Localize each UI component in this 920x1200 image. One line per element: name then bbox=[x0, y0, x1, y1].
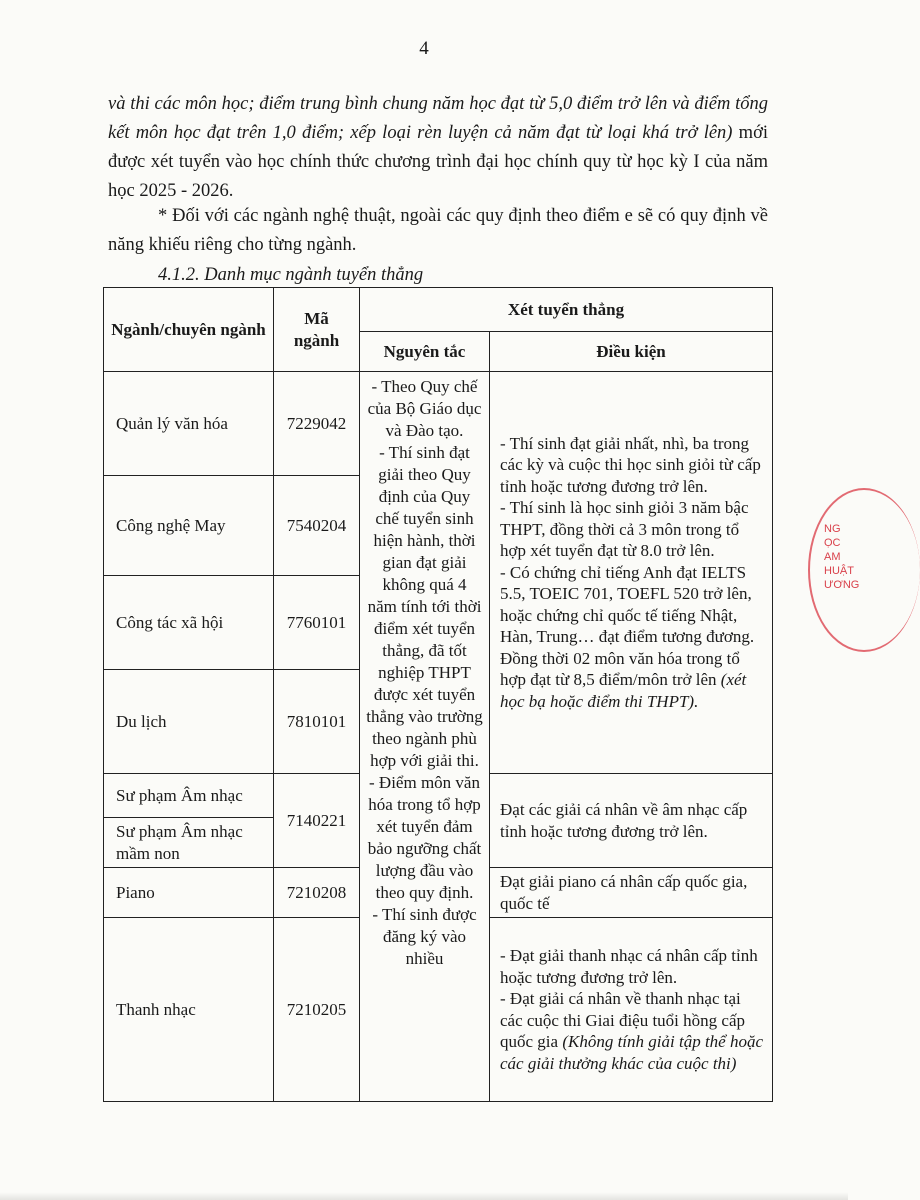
eligibility-italic-text: và thi các môn học; điểm trung bình chung năm học đạt từ 5,0 điểm trở lên và điểm tổng kết môn học đạt trên 1,0 điểm; xếp loại rèn luyện cả năm đạt từ loại khá trở lên) bbox=[108, 94, 768, 143]
header-admission: Xét tuyển thẳng bbox=[360, 288, 773, 332]
paragraph-eligibility bbox=[108, 90, 768, 206]
section-heading: 4.1.2. Danh mục ngành tuyển thẳng bbox=[158, 265, 424, 285]
seal-text: NG ỌC AM HUẬT ƯƠNG bbox=[824, 523, 860, 591]
major-cell: Sư phạm Âm nhạc mầm non bbox=[104, 818, 274, 868]
paragraph-arts-note: * Đối với các ngành nghệ thuật, ngoài các quy định theo điểm e sẽ có quy định về năng khiếu riêng cho từng ngành. bbox=[108, 206, 768, 255]
major-cell: Sư phạm Âm nhạc bbox=[104, 774, 274, 818]
code-cell: 7210205 bbox=[274, 918, 360, 1102]
condition-item-text: - Đạt giải cá nhân về thanh nhạc tại các cuộc thi Giai điệu tuổi hồng cấp quốc gia bbox=[500, 989, 745, 1051]
major-cell: Thanh nhạc bbox=[104, 918, 274, 1102]
condition-general-cell bbox=[490, 372, 773, 774]
principle-item: - Thí sinh được đăng ký vào nhiều bbox=[372, 905, 477, 968]
condition-item bbox=[500, 562, 766, 713]
condition-item-note: (Không tính giải tập thể hoặc các giải thưởng khác của cuộc thi) bbox=[500, 1032, 764, 1073]
principle-cell bbox=[360, 372, 490, 1102]
condition-vocal-cell bbox=[490, 918, 773, 1102]
major-cell: Công nghệ May bbox=[104, 476, 274, 576]
condition-item-note: (xét học bạ hoặc điểm thi THPT). bbox=[500, 670, 747, 711]
condition-item: - Thí sinh là học sinh giỏi 3 năm bậc THPT, đồng thời cả 3 môn trong tổ hợp xét tuyển đạt từ 8.0 trở lên. bbox=[500, 498, 749, 561]
major-cell: Công tác xã hội bbox=[104, 576, 274, 670]
condition-item-text: - Có chứng chỉ tiếng Anh đạt IELTS 5.5, TOEIC 701, TOEFL 520 trở lên, hoặc chứng chỉ quốc tế tiếng Nhật, Hàn, Trung… đạt điểm tương đương. Đồng thời 02 môn văn hóa trong tổ hợp đạt từ 8,5 điểm/môn trở lên bbox=[500, 562, 755, 690]
header-condition: Điều kiện bbox=[490, 332, 773, 372]
principle-item: - Theo Quy chế của Bộ Giáo dục và Đào tạo. bbox=[367, 377, 482, 440]
code-cell: 7540204 bbox=[274, 476, 360, 576]
condition-item: - Thí sinh đạt giải nhất, nhì, ba trong các kỳ và cuộc thi học sinh giỏi từ cấp tỉnh hoặc tương đương trở lên. bbox=[500, 433, 761, 496]
header-major: Ngành/chuyên ngành bbox=[104, 288, 274, 372]
condition-piano-cell: Đạt giải piano cá nhân cấp quốc gia, quốc tế bbox=[490, 868, 773, 918]
code-cell: 7140221 bbox=[274, 774, 360, 868]
code-cell: 7210208 bbox=[274, 868, 360, 918]
direct-admission-table bbox=[103, 287, 773, 1102]
red-seal-stamp bbox=[808, 488, 868, 648]
header-principle: Nguyên tắc bbox=[360, 332, 490, 372]
condition-item bbox=[500, 988, 766, 1074]
major-cell: Piano bbox=[104, 868, 274, 918]
principle-item: - Điểm môn văn hóa trong tổ hợp xét tuyển đảm bảo ngưỡng chất lượng đầu vào theo quy định. bbox=[367, 773, 482, 902]
condition-item: - Đạt giải thanh nhạc cá nhân cấp tỉnh hoặc tương đương trở lên. bbox=[500, 946, 758, 987]
major-cell: Quản lý văn hóa bbox=[104, 372, 274, 476]
principle-item: - Thí sinh đạt giải theo Quy định của Quy chế tuyển sinh hiện hành, thời gian đạt giải không quá 4 năm tính tới thời điểm xét tuyển thẳng, đã tốt nghiệp THPT được xét tuyển thẳng vào trường theo ngành phù hợp với giải thi. bbox=[366, 443, 483, 770]
page-number: 4 bbox=[419, 38, 429, 59]
scan-edge bbox=[0, 1192, 848, 1200]
table-row bbox=[104, 372, 773, 476]
header-code: Mã ngành bbox=[274, 288, 360, 372]
code-cell: 7810101 bbox=[274, 670, 360, 774]
eligibility-normal-text: mới được xét tuyển vào học chính thức chương trình đại học chính quy từ học kỳ I của năm học 2025 - 2026. bbox=[108, 123, 768, 201]
condition-music-cell: Đạt các giải cá nhân về âm nhạc cấp tỉnh hoặc tương đương trở lên. bbox=[490, 774, 773, 868]
code-cell: 7229042 bbox=[274, 372, 360, 476]
code-cell: 7760101 bbox=[274, 576, 360, 670]
major-cell: Du lịch bbox=[104, 670, 274, 774]
